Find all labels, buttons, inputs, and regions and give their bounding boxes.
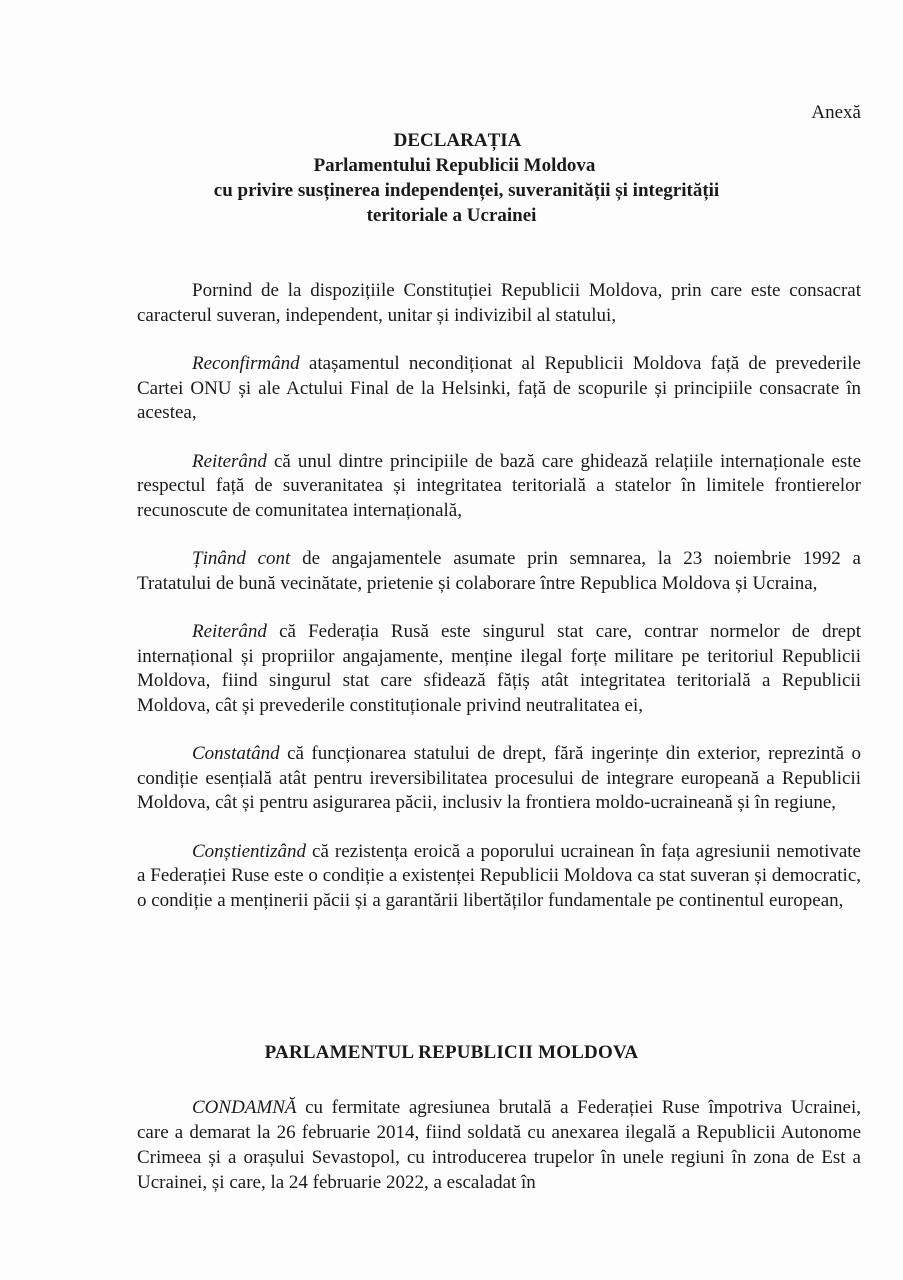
heading-title: DECLARAȚIA bbox=[393, 130, 522, 151]
annex-label: Anexă bbox=[811, 102, 861, 123]
paragraph-lead: Constatând bbox=[192, 743, 280, 764]
paragraph-lead: Reiterând bbox=[192, 621, 267, 642]
paragraph-lead: Reiterând bbox=[192, 450, 267, 472]
paragraph-text: că rezistența eroică a poporului ucrainean în fața agresiunii nemotivate a Federației Ruse este o condiție a existenței Republicii Moldova ca stat suveran și democratic, o condiție a menținerii păcii și a garantării libertăților fundamentale pe continentul european, bbox=[137, 840, 861, 911]
preamble-paragraph bbox=[137, 742, 861, 816]
paragraph-lead: Reconfirmând bbox=[192, 353, 300, 374]
heading-subject-line-2: teritoriale a Ucrainei bbox=[366, 205, 537, 226]
preamble-paragraph bbox=[137, 840, 861, 914]
paragraph-text: Pornind de la dispozițiile Constituției Republicii Moldova, prin care este consacrat caracterul suveran, independent, unitar și indivizibil al statului, bbox=[137, 280, 861, 326]
paragraph-text: de angajamentele asumate prin semnarea, la 23 noiembrie 1992 a Tratatului de bună vecinătate, prietenie și colaborare între Republica Moldova și Ucraina, bbox=[137, 548, 861, 594]
paragraph-text: cu fermitate agresiunea brutală a Federației Ruse împotriva Ucrainei, care a demarat la 26 februarie 2014, fiind soldată cu anexarea ilegală a Republicii Autonome Crimeea și a orașului Sevastopol, cu introducerea trupelor în unele regiuni în zona de Est a Ucrainei, și care, la 24 februarie 2022, a escaladat în bbox=[137, 1097, 861, 1193]
preamble-paragraph bbox=[137, 450, 861, 524]
paragraph-text: că Federația Rusă este singurul stat care, contrar normelor de drept internațional și propriilor angajamente, menține ilegal forțe militare pe teritoriul Republicii Moldova, fiind singurul stat care sfidează fățiș atât integritatea teritorială a Republicii Moldova, cât și prevederile constituționale privind neutralitatea ei, bbox=[137, 621, 861, 716]
preamble-paragraph bbox=[137, 279, 861, 328]
heading-issuer: Parlamentului Republicii Moldova bbox=[313, 155, 596, 176]
paragraph-text: că unul dintre principiile de bază care ghidează relațiile internaționale este respectul față de suveranitatea și integritatea teritorială a statelor în limitele frontierelor recunoscute de comunitatea internațională, bbox=[137, 450, 861, 521]
operative-section bbox=[137, 1095, 861, 1195]
section-title: PARLAMENTUL REPUBLICII MOLDOVA bbox=[264, 1042, 639, 1063]
heading-subject-line-1: cu privire susținerea independenței, suveranității și integrității bbox=[213, 180, 720, 201]
paragraph-text: că funcționarea statului de drept, fără ingerințe din exterior, reprezintă o condiție esențială atât pentru ireversibilitatea procesului de integrare europeană a Republicii Moldova, cât și pentru asigurarea păcii, inclusiv la frontiera moldo-ucraineană și în regiune, bbox=[137, 743, 861, 813]
paragraph-text: atașamentul necondiționat al Republicii Moldova față de prevederile Cartei ONU și ale Actului Final de la Helsinki, față de scopurile și principiile consacrate în acestea, bbox=[137, 353, 861, 423]
document-heading bbox=[0, 128, 903, 228]
paragraph-lead: CONDAMNĂ bbox=[192, 1097, 297, 1118]
preamble-paragraph bbox=[137, 352, 861, 426]
paragraph-lead: Conștientizând bbox=[192, 840, 307, 862]
paragraph-lead: Ținând cont bbox=[192, 548, 291, 569]
preamble-paragraph bbox=[137, 547, 861, 596]
preamble-paragraph bbox=[137, 620, 861, 718]
preamble bbox=[137, 279, 861, 937]
operative-paragraph bbox=[137, 1095, 861, 1195]
